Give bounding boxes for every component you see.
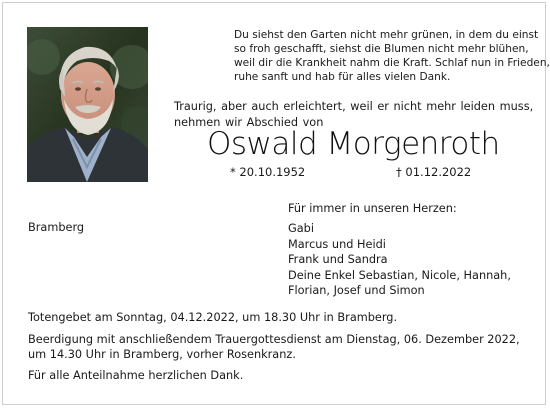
mourner-line: Frank und Sandra bbox=[288, 253, 388, 266]
poem-line: weil dir die Krankheit nahm die Kraft. Schlaf nun in Frieden, bbox=[234, 57, 550, 69]
funeral-notice bbox=[28, 333, 523, 362]
memorial-poem bbox=[234, 28, 550, 84]
place-name: Bramberg bbox=[28, 221, 85, 234]
poem-line: so froh geschafft, siehst die Blumen nicht mehr blühen, bbox=[234, 43, 529, 55]
mourner-line: Gabi bbox=[288, 222, 314, 235]
intro-line: Traurig, aber auch erleichtert, weil er nicht mehr leiden muss, bbox=[174, 100, 534, 113]
poem-line: ruhe sanft und hab für alles vielen Dank. bbox=[234, 71, 451, 83]
prayer-notice: Totengebet am Sonntag, 04.12.2022, um 18.30 Uhr in Bramberg. bbox=[28, 311, 398, 324]
thanks-text: Für alle Anteilnahme herzlichen Dank. bbox=[28, 369, 244, 382]
intro-line: nehmen wir Abschied von bbox=[174, 115, 324, 129]
mourners-list bbox=[288, 221, 511, 299]
funeral-notice-line: um 14.30 Uhr in Bramberg, vorher Rosenkranz. bbox=[28, 347, 296, 361]
birth-date: * 20.10.1952 bbox=[230, 165, 306, 179]
mourner-line: Deine Enkel Sebastian, Nicole, Hannah, bbox=[288, 268, 511, 282]
mourner-line: Florian, Josef und Simon bbox=[288, 284, 425, 297]
death-date: † 01.12.2022 bbox=[396, 165, 472, 179]
poem-line: Du siehst den Garten nicht mehr grünen, in dem du einst bbox=[234, 29, 539, 41]
portrait-photo bbox=[27, 27, 148, 182]
funeral-notice-line: Beerdigung mit anschließendem Trauergottesdienst am Dienstag, 06. Dezember 2022, bbox=[28, 333, 520, 346]
mourner-line: Marcus und Heidi bbox=[288, 237, 386, 251]
mourners-heading: Für immer in unseren Herzen: bbox=[288, 202, 457, 215]
deceased-name: Oswald Morgenroth bbox=[207, 126, 500, 162]
